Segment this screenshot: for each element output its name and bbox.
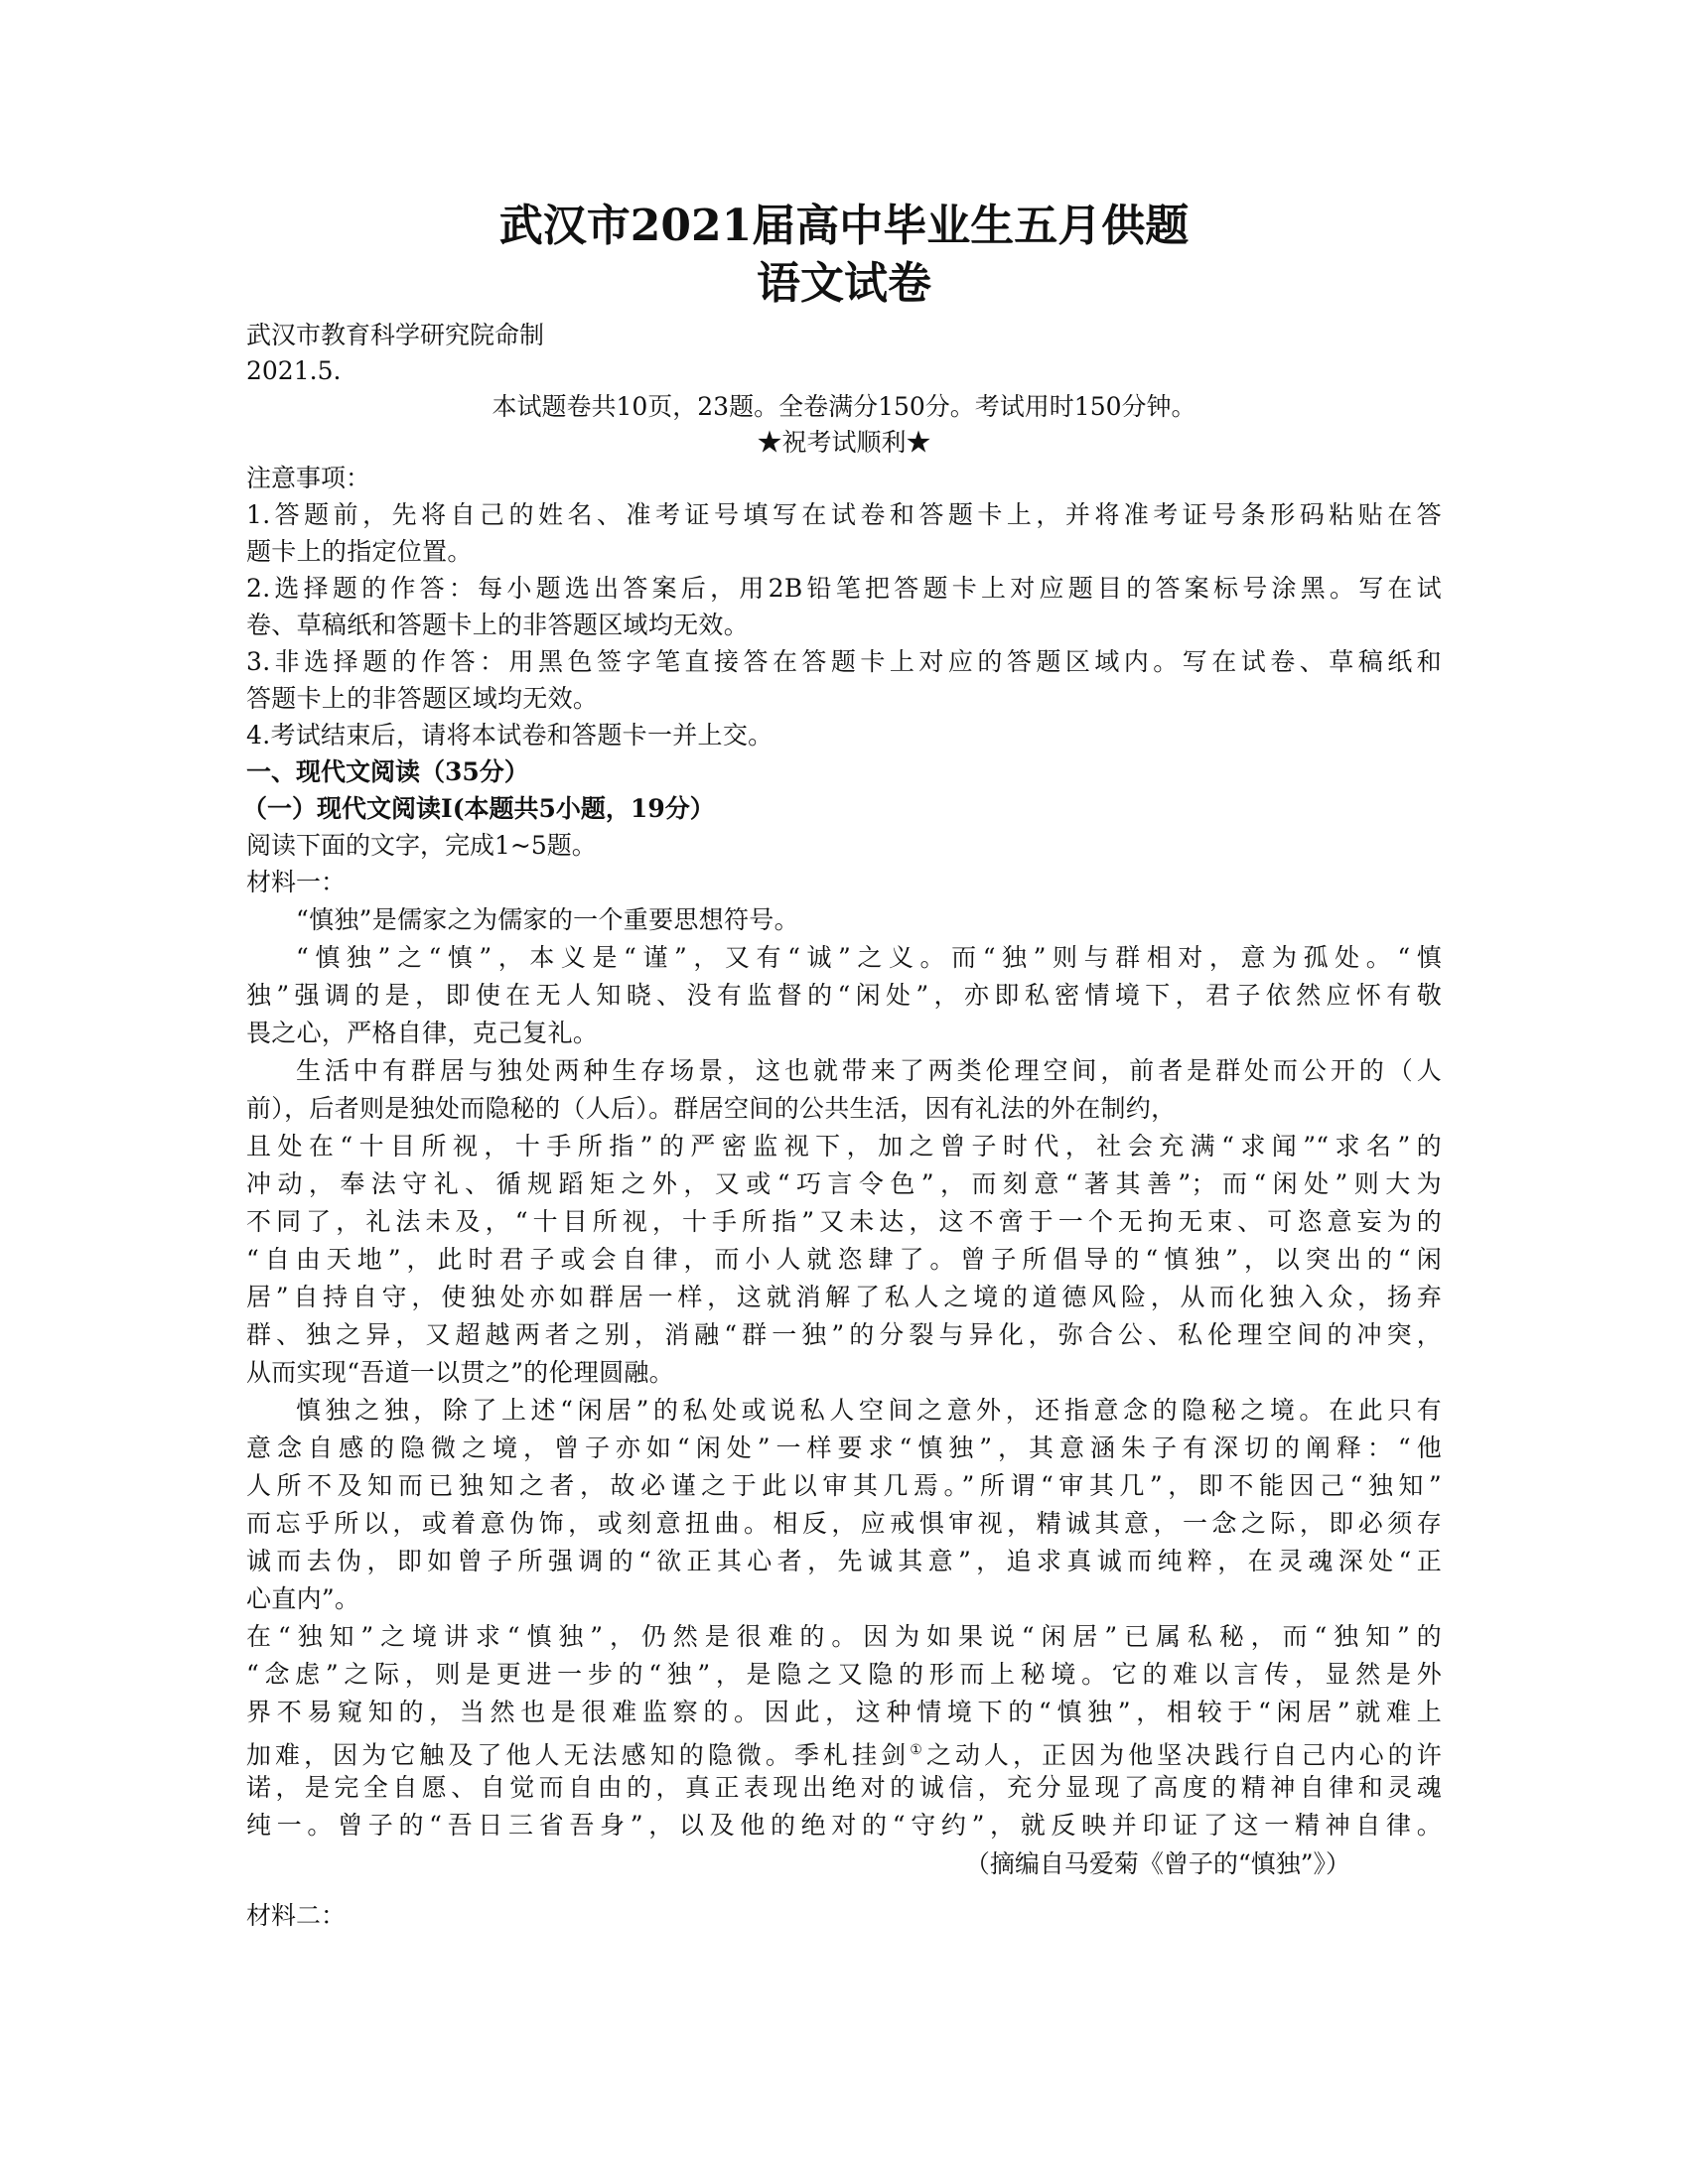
- passage-line: 意念自感的隐微之境，曾子亦如“闲处”一样要求“慎独”，其意涵朱子有深切的阐释：“他: [246, 1433, 1442, 1462]
- passage-line-part: 加难，因为它触及了他人无法感知的隐微。季札挂剑: [246, 1740, 911, 1770]
- notice-heading: 注意事项：: [246, 464, 371, 492]
- passage-line: 独”强调的是，即使在无人知晓、没有监督的“闲处”，亦即私密情境下，君子依然应怀有敬: [246, 981, 1442, 1010]
- passage-line: 慎独之独，除了上述“闲居”的私处或说私人空间之意外，还指意念的隐秘之境。在此只有: [296, 1396, 1442, 1425]
- passage-line: 居”自持自守，使独处亦如群居一样，这就消解了私人之境的道德风险，从而化独入众，扬弃: [246, 1283, 1442, 1311]
- passage-line: 冲动，奉法守礼、循规蹈矩之外，又或“巧言令色”，而刻意“著其善”；而“闲处”则大为: [246, 1169, 1442, 1198]
- exam-title: 武汉市2021届高中毕业生五月供题: [498, 201, 1190, 251]
- passage-line: 心直内”。: [246, 1584, 360, 1613]
- passage-line: 诚而去伪，即如曾子所强调的“欲正其心者，先诚其意”，追求真诚而纯粹，在灵魂深处“正: [246, 1547, 1442, 1575]
- passage-line: 界不易窥知的，当然也是很难监察的。因此，这种情境下的“慎独”，相较于“闲居”就难上: [246, 1698, 1442, 1726]
- material2-label: 材料二：: [246, 1901, 347, 1930]
- passage-line: [246, 1731, 1442, 1774]
- notice-line: 3.非选择题的作答：用黑色签字笔直接答在答题卡上对应的答题区域内。写在试卷、草稿纸和: [246, 647, 1442, 676]
- passage-line: 畏之心，严格自律，克己复礼。: [246, 1019, 599, 1047]
- passage-line: 且处在“十目所视，十手所指”的严密监视下，加之曾子时代，社会充满“求闻”“求名”的: [246, 1132, 1442, 1160]
- reading-instruction: 阅读下面的文字，完成1~5题。: [246, 831, 597, 860]
- notice-line: 题卡上的指定位置。: [246, 537, 473, 566]
- passage-line: “慎独”之“慎”，本义是“谨”，又有“诚”之义。而“独”则与群相对，意为孤处。“慎: [296, 943, 1442, 972]
- passage-line: 人所不及知而已独知之者，故必谨之于此以审其几焉。”所谓“审其几”，即不能因己“独知”: [246, 1471, 1442, 1500]
- material1-label: 材料一：: [246, 868, 347, 896]
- issue-date: 2021.5.: [246, 356, 342, 385]
- footnote-marker: ①: [910, 1742, 926, 1758]
- passage-line: 从而实现“吾道一以贯之”的伦理圆融。: [246, 1358, 674, 1387]
- passage-line: 诺，是完全自愿、自觉而自由的，真正表现出绝对的诚信，充分显现了高度的精神自律和灵魂: [246, 1773, 1442, 1802]
- passage-line: “念虑”之际，则是更进一步的“独”，是隐之又隐的形而上秘境。它的难以言传，显然是外: [246, 1660, 1442, 1689]
- passage-line: “慎独”是儒家之为儒家的一个重要思想符号。: [296, 905, 799, 934]
- issuer-text: 武汉市教育科学研究院命制: [246, 321, 545, 349]
- passage-line: 而忘乎所以，或着意伪饰，或刻意扭曲。相反，应戒惧审视，精诚其意，一念之际，即必须存: [246, 1509, 1442, 1538]
- exam-summary: 本试题卷共10页，23题。全卷满分150分。考试用时150分钟。: [492, 392, 1196, 421]
- passage-line: 不同了，礼法未及，“十目所视，十手所指”又未达，这不啻于一个无拘无束、可恣意妄为的: [246, 1207, 1442, 1236]
- notice-line: 4.考试结束后，请将本试卷和答题卡一并上交。: [246, 721, 774, 750]
- passage-line: 生活中有群居与独处两种生存场景，这也就带来了两类伦理空间，前者是群处而公开的（人: [296, 1056, 1442, 1085]
- passage-line: 纯一。曾子的“吾日三省吾身”，以及他的绝对的“守约”，就反映并印证了这一精神自律。: [246, 1811, 1442, 1840]
- section-heading: 一、现代文阅读（35分）: [246, 757, 529, 786]
- passage-line: “自由天地”，此时君子或会自律，而小人就恣肆了。曾子所倡导的“慎独”，以突出的“闲: [246, 1245, 1442, 1274]
- notice-line: 答题卡上的非答题区域均无效。: [246, 684, 599, 713]
- passage-line: 前），后者则是独处而隐秘的（人后）。群居空间的公共生活，因有礼法的外在制约，: [246, 1094, 1177, 1123]
- source-citation: （摘编自马爱菊《曾子的“慎独”》）: [964, 1849, 1350, 1878]
- notice-line: 2.选择题的作答：每小题选出答案后，用2B铅笔把答题卡上对应题目的答案标号涂黑。写在试: [246, 574, 1442, 603]
- passage-line: 群、独之异，又超越两者之别，消融“群一独”的分裂与异化，弥合公、私伦理空间的冲突，: [246, 1320, 1442, 1349]
- passage-line-part: 之动人，正因为他坚决践行自己内心的许: [925, 1740, 1442, 1770]
- exam-subject: 语文试卷: [757, 258, 931, 309]
- section-subheading: （一）现代文阅读I(本题共5小题，19分）: [242, 794, 715, 823]
- notice-line: 卷、草稿纸和答题卡上的非答题区域均无效。: [246, 611, 750, 639]
- passage-line: 在“独知”之境讲求“慎独”，仍然是很难的。因为如果说“闲居”已属私秘，而“独知”的: [246, 1622, 1442, 1651]
- blessing-text: ★祝考试顺利★: [757, 428, 931, 457]
- notice-line: 1.答题前，先将自己的姓名、准考证号填写在试卷和答题卡上，并将准考证号条形码粘贴在答: [246, 500, 1442, 529]
